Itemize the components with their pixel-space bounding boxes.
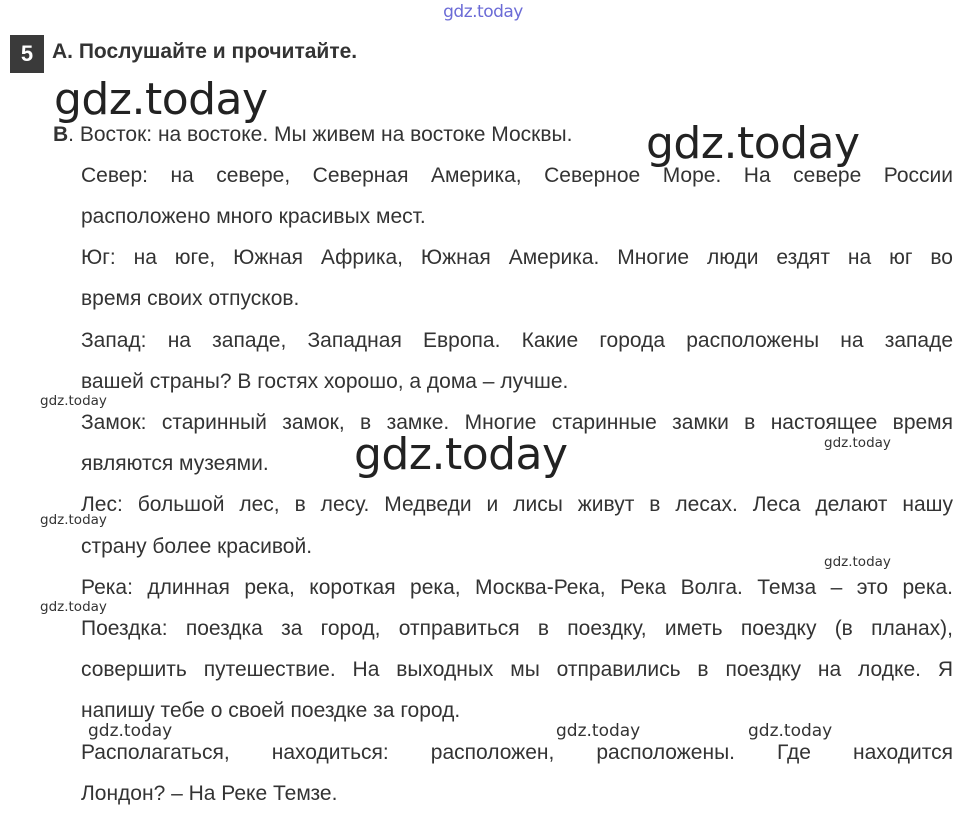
text-line-13: Поездка: поездка за город, отправиться в поездку, иметь поездку (в планах), <box>81 617 953 640</box>
watermark-large: gdz.today <box>54 74 268 125</box>
text-line-17: Лондон? – На Реке Темзе. <box>81 782 338 805</box>
text-line-11: страну более красивой. <box>81 535 313 558</box>
watermark-small: gdz.today <box>40 599 107 615</box>
text-line-1-content: . Восток: на востоке. Мы живем на востоке Москвы. <box>68 123 573 146</box>
text-line-7: вашей страны? В гостях хорошо, а дома – лучше. <box>81 370 569 393</box>
text-line-16: Располагаться, находиться: расположен, расположены. Где находится <box>81 741 953 764</box>
text-line-8: Замок: старинный замок, в замке. Многие старинные замки в настоящее время <box>81 411 953 434</box>
watermark-small: gdz.today <box>40 393 107 409</box>
exercise-heading: А. Послушайте и прочитайте. <box>52 40 358 63</box>
text-line-1 <box>53 124 572 145</box>
text-line-14: совершить путешествие. На выходных мы отправились в поездку на лодке. Я <box>81 658 953 681</box>
text-line-12: Река: длинная река, короткая река, Москва-Река, Река Волга. Темза – это река. <box>81 576 953 599</box>
watermark-small: gdz.today <box>824 435 891 451</box>
watermark-large: gdz.today <box>354 429 568 480</box>
exercise-number: 5 <box>10 35 44 73</box>
text-line-10: Лес: большой лес, в лесу. Медведи и лисы живут в лесах. Леса делают нашу <box>81 493 953 516</box>
watermark-top: gdz.today <box>443 2 523 22</box>
watermark-medium: gdz.today <box>748 721 833 741</box>
watermark-medium: gdz.today <box>556 721 641 741</box>
watermark-large: gdz.today <box>646 118 860 169</box>
text-line-9: являются музеями. <box>81 452 269 475</box>
text-line-4: Юг: на юге, Южная Африка, Южная Америка. Многие люди ездят на юг во <box>81 246 953 269</box>
text-line-3: расположено много красивых мест. <box>81 205 426 228</box>
watermark-small: gdz.today <box>40 512 107 528</box>
text-line-15: напишу тебе о своей поездке за город. <box>81 699 461 722</box>
watermark-small: gdz.today <box>824 554 891 570</box>
section-b-label: В <box>53 123 69 146</box>
text-line-5: время своих отпусков. <box>81 287 300 310</box>
text-line-6: Запад: на западе, Западная Европа. Какие города расположены на западе <box>81 329 953 352</box>
text-line-2: Север: на севере, Северная Америка, Северное Море. На севере России <box>81 164 953 187</box>
watermark-medium: gdz.today <box>88 721 173 741</box>
